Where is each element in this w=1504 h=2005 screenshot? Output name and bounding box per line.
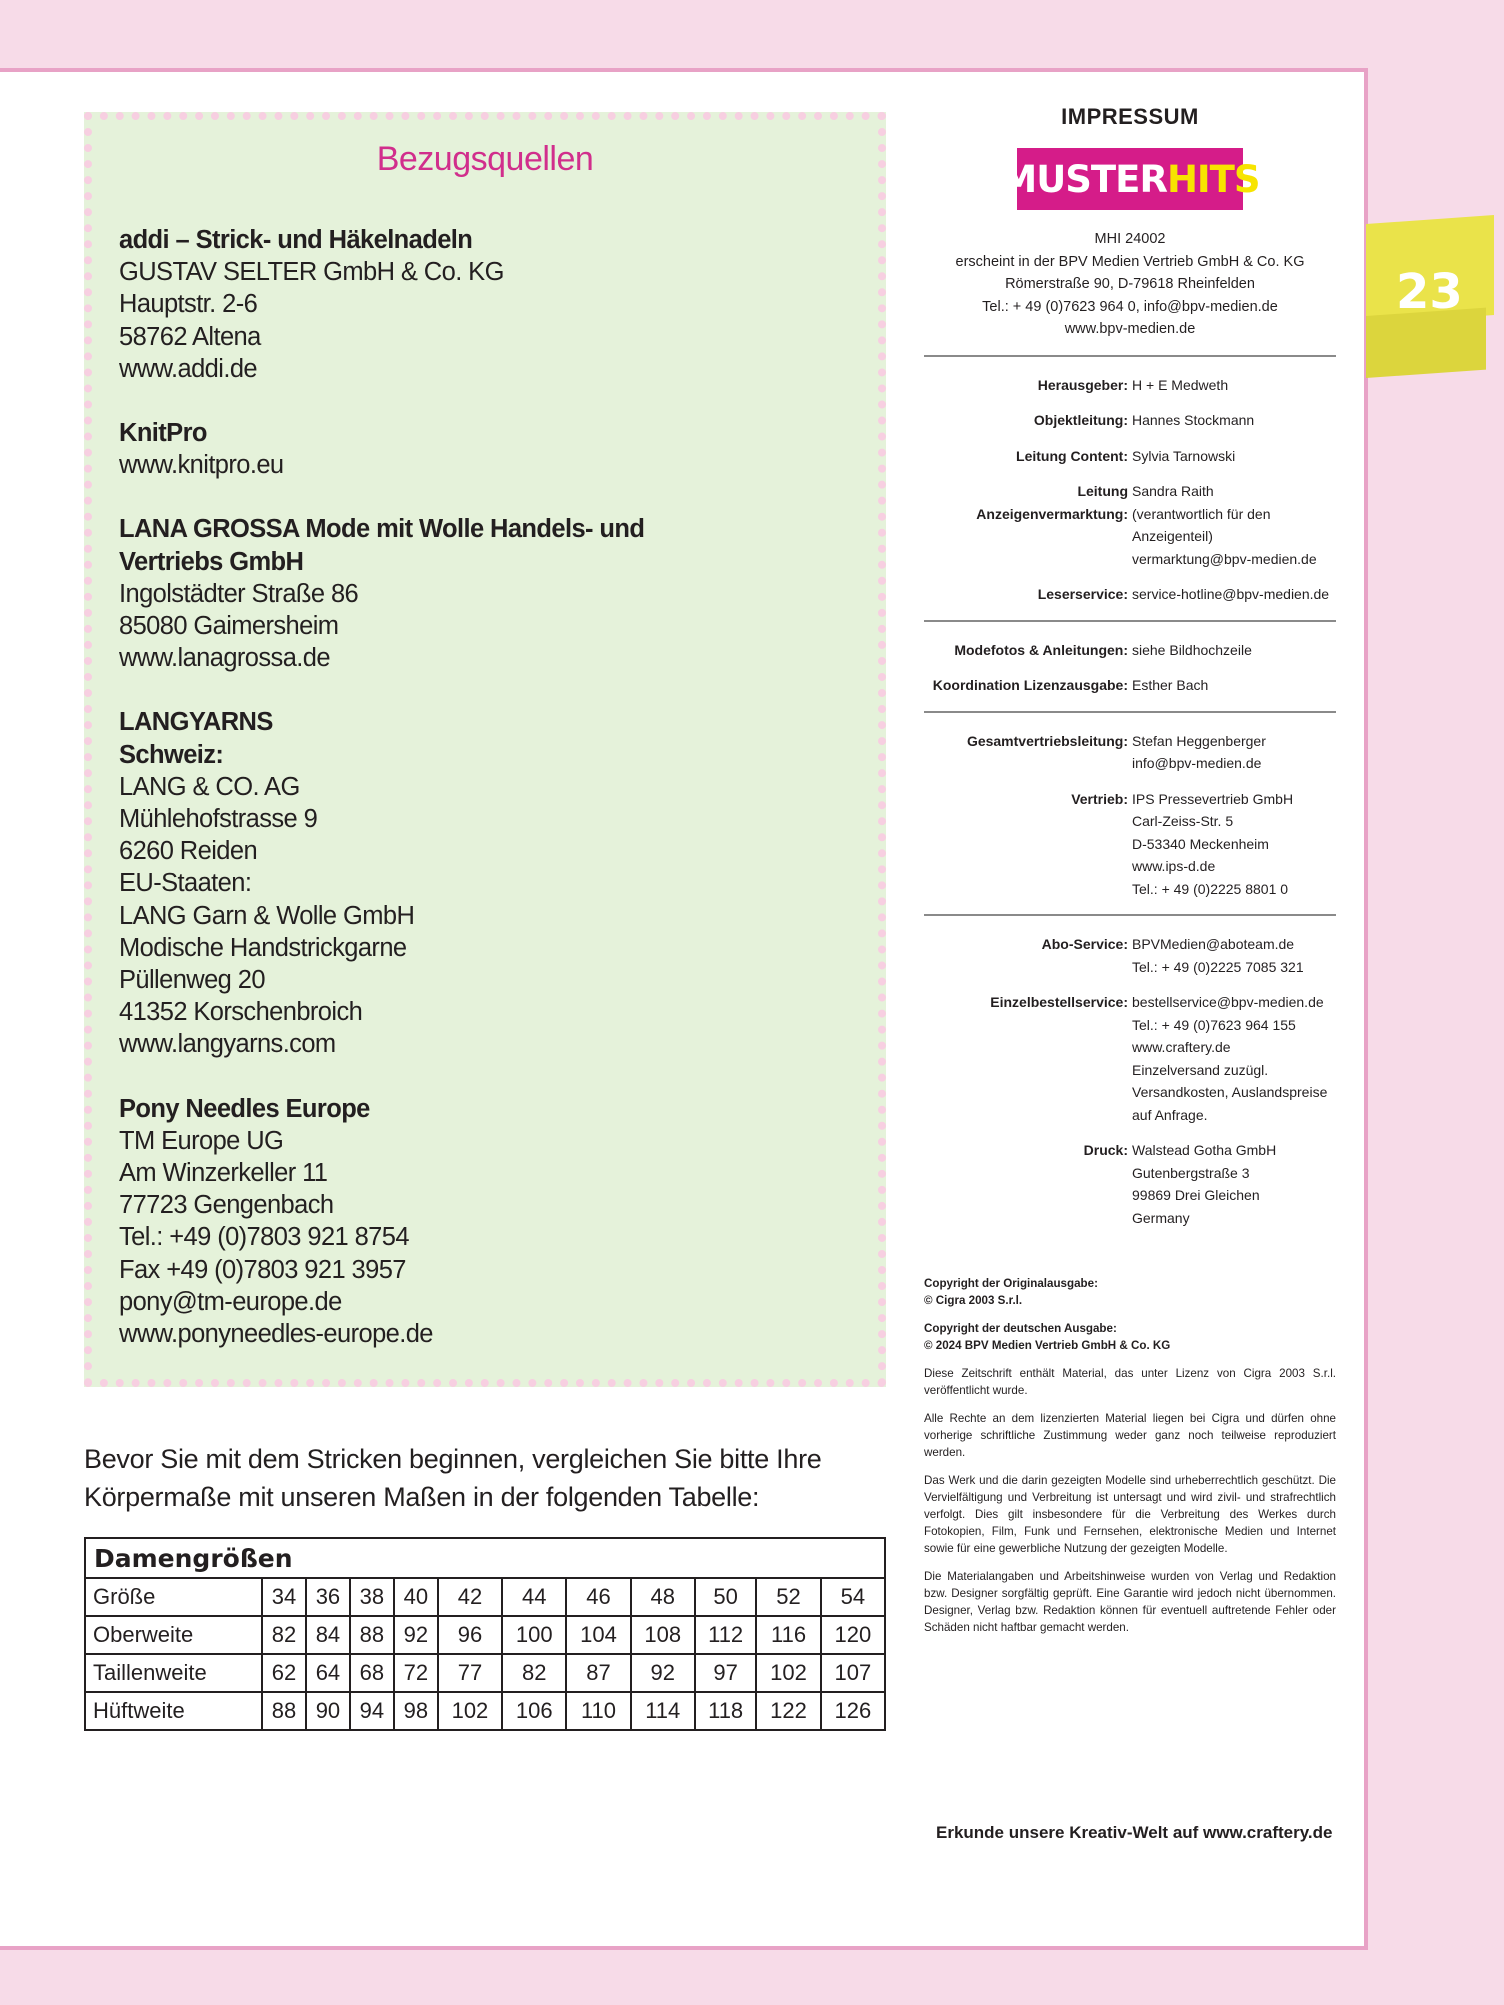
intro-line-1: Bevor Sie mit dem Stricken beginnen, vergleichen Sie bitte Ihre	[84, 1444, 822, 1474]
copyright-orig: © Cigra 2003 S.r.l.	[924, 1294, 1023, 1307]
row-label: Taillenweite	[85, 1654, 262, 1692]
impressum-value-line: siehe Bildhochzeile	[1132, 641, 1252, 658]
impressum-value-line: www.craftery.de	[1132, 1039, 1231, 1055]
table-cell: 114	[631, 1692, 695, 1730]
source-line: Püllenweg 20	[119, 966, 265, 995]
table-cell: 100	[502, 1616, 566, 1654]
logo-text-muster: MUSTER	[1000, 157, 1167, 201]
table-row	[85, 1692, 885, 1730]
source-line: Modische Handstrickgarne	[119, 933, 407, 962]
impressum-key: Leitung Anzeigenvermarktung:	[976, 483, 1128, 522]
table-row	[85, 1578, 885, 1616]
source-line: Hauptstr. 2-6	[119, 290, 258, 319]
table-cell: 46	[566, 1578, 630, 1616]
table-cell: 97	[695, 1654, 757, 1692]
impressum-value-line: Hannes Stockmann	[1132, 412, 1255, 428]
impressum-value-line: Tel.: + 49 (0)2225 8801 0	[1132, 880, 1289, 897]
intro-text	[84, 1440, 904, 1516]
source-name: LANGYARNS	[119, 708, 273, 737]
source-entry	[119, 1093, 644, 1351]
row-label: Oberweite	[85, 1616, 262, 1654]
source-line: EU-Staaten:	[119, 869, 252, 898]
source-line: TM Europe UG	[119, 1126, 284, 1155]
impressum-key: Objektleitung:	[1033, 412, 1128, 428]
source-entry	[119, 706, 644, 1060]
publisher-line: MHI 24002	[1094, 231, 1166, 247]
table-cell: 107	[821, 1654, 885, 1692]
impressum-value-line: info@bpv-medien.de	[1132, 755, 1262, 771]
impressum-key: Leserservice:	[1037, 586, 1128, 602]
impressum-group-services	[924, 916, 1336, 1229]
table-cell: 88	[262, 1692, 306, 1730]
table-cell: 54	[821, 1578, 885, 1616]
impressum-value-line: BPVMedien@aboteam.de	[1132, 936, 1295, 952]
impressum-row	[924, 933, 1336, 978]
impressum-value-line: Germany	[1132, 1209, 1190, 1226]
source-line: 6260 Reiden	[119, 837, 258, 866]
impressum-key: Leitung Content:	[1016, 447, 1128, 464]
table-cell: 44	[502, 1578, 566, 1616]
table-cell: 50	[695, 1578, 757, 1616]
impressum-row	[924, 788, 1336, 901]
impressum-title: IMPRESSUM	[1061, 104, 1199, 129]
table-cell: 104	[566, 1616, 630, 1654]
legal-paragraph: Diese Zeitschrift enthält Material, das unter Lizenz von Cigra 2003 S.r.l. veröffentlicht wurde.	[924, 1367, 1336, 1397]
table-cell: 68	[350, 1654, 394, 1692]
table-cell: 112	[695, 1616, 757, 1654]
impressum-key: Abo-Service:	[1041, 936, 1128, 952]
impressum-value	[1132, 445, 1336, 468]
impressum-value	[1132, 480, 1336, 570]
publisher-line: erscheint in der BPV Medien Vertrieb GmbH & Co. KG	[955, 253, 1305, 270]
publisher-line: www.bpv-medien.de	[1064, 321, 1196, 337]
source-line: Am Winzerkeller 11	[119, 1159, 328, 1188]
impressum-value-line: D-53340 Meckenheim	[1132, 835, 1269, 852]
impressum-value	[1132, 788, 1336, 901]
table-cell: 48	[631, 1578, 695, 1616]
impressum-value-line: Anzeigenteil)	[1132, 528, 1213, 544]
table-cell: 62	[262, 1654, 306, 1692]
table-cell: 116	[756, 1616, 820, 1654]
source-name: Pony Needles Europe	[119, 1094, 370, 1123]
impressum-value-line: Tel.: + 49 (0)2225 7085 321	[1132, 958, 1304, 975]
impressum-value-line: Versandkosten, Auslandspreise	[1132, 1084, 1328, 1100]
impressum-row	[924, 991, 1336, 1126]
copyright-block	[924, 1275, 1336, 1636]
table-cell: 108	[631, 1616, 695, 1654]
row-label: Größe	[85, 1578, 262, 1616]
impressum-value-line: H + E Medweth	[1132, 376, 1229, 393]
table-cell: 126	[821, 1692, 885, 1730]
table-cell: 64	[306, 1654, 350, 1692]
impressum-value-line: www.ips-d.de	[1132, 858, 1216, 874]
impressum-value-line: 99869 Drei Gleichen	[1132, 1187, 1260, 1203]
logo-text-hits: HITS	[1166, 157, 1260, 201]
source-line: LANG Garn & Wolle GmbH	[119, 901, 415, 930]
source-line: www.lanagrossa.de	[119, 644, 330, 673]
table-cell: 122	[756, 1692, 820, 1730]
impressum-value	[1132, 409, 1336, 432]
table-cell: 98	[394, 1692, 438, 1730]
impressum-value	[1132, 583, 1336, 606]
table-cell: 106	[502, 1692, 566, 1730]
source-line: www.addi.de	[119, 354, 257, 383]
table-row	[85, 1616, 885, 1654]
copyright-orig-label: Copyright der Originalausgabe:	[924, 1277, 1098, 1290]
impressum-value-line: (verantwortlich für den	[1132, 505, 1271, 522]
impressum-group-coordination	[924, 622, 1336, 711]
impressum-value	[1132, 674, 1336, 697]
source-name: Vertriebs GmbH	[119, 547, 304, 576]
page-number: 23	[1396, 264, 1463, 320]
publisher-line: Tel.: + 49 (0)7623 964 0, info@bpv-medien.de	[982, 298, 1278, 315]
source-line: GUSTAV SELTER GmbH & Co. KG	[119, 258, 504, 287]
source-name: LANA GROSSA Mode mit Wolle Handels- und	[119, 515, 645, 544]
table-cell: 77	[438, 1654, 502, 1692]
impressum-row	[924, 730, 1336, 775]
table-cell: 82	[502, 1654, 566, 1692]
table-cell: 102	[756, 1654, 820, 1692]
impressum-value-line: Stefan Heggenberger	[1132, 732, 1266, 749]
table-cell: 40	[394, 1578, 438, 1616]
impressum-value	[1132, 1139, 1336, 1229]
publisher-info	[924, 228, 1336, 341]
legal-paragraphs	[924, 1365, 1336, 1636]
impressum-row	[924, 674, 1336, 697]
source-line: www.ponyneedles-europe.de	[119, 1320, 433, 1349]
impressum-value-line: Gutenbergstraße 3	[1132, 1164, 1250, 1181]
impressum-value-line: IPS Pressevertrieb GmbH	[1132, 790, 1294, 807]
source-entry	[119, 513, 644, 674]
source-line: 85080 Gaimersheim	[119, 612, 339, 641]
table-cell: 52	[756, 1578, 820, 1616]
copyright-de-label: Copyright der deutschen Ausgabe:	[924, 1322, 1117, 1335]
table-cell: 87	[566, 1654, 630, 1692]
source-line: Mühlehofstrasse 9	[119, 805, 318, 834]
impressum-row	[924, 445, 1336, 468]
impressum-key: Druck:	[1083, 1142, 1128, 1158]
impressum-group-staff	[924, 357, 1336, 620]
impressum-row	[924, 480, 1336, 570]
table-cell: 110	[566, 1692, 630, 1730]
copyright-de: © 2024 BPV Medien Vertrieb GmbH & Co. KG	[924, 1339, 1171, 1352]
source-entry	[119, 224, 644, 385]
source-line: www.knitpro.eu	[119, 451, 284, 480]
size-table	[84, 1537, 886, 1731]
table-cell: 42	[438, 1578, 502, 1616]
table-cell: 102	[438, 1692, 502, 1730]
impressum-value-line: auf Anfrage.	[1132, 1106, 1208, 1123]
footer-link-text: Erkunde unsere Kreativ-Welt auf www.craftery.de	[936, 1823, 1333, 1842]
source-line: www.langyarns.com	[119, 1030, 336, 1059]
source-entry	[119, 417, 644, 481]
table-cell: 72	[394, 1654, 438, 1692]
impressum-value-line: vermarktung@bpv-medien.de	[1132, 550, 1317, 567]
intro-line-2: Körpermaße mit unseren Maßen in der folgenden Tabelle:	[84, 1482, 760, 1512]
source-line: LANG & CO. AG	[119, 772, 300, 801]
source-line: Tel.: +49 (0)7803 921 8754	[119, 1223, 409, 1252]
source-line: 41352 Korschenbroich	[119, 998, 363, 1027]
legal-paragraph: Die Materialangaben und Arbeitshinweise wurden von Verlag und Redaktion bzw. Designer sorgfältig geprüft. Eine Garantie wird jedoch nicht übernommen. Designer, Verlag bzw. Redaktion können für eventuell auftretende Fehler oder Schäden nicht haftbar gemacht werden.	[924, 1570, 1336, 1634]
impressum-key: Gesamtvertriebsleitung:	[966, 732, 1128, 749]
impressum-value-line: Esther Bach	[1132, 677, 1209, 693]
impressum-key: Koordination Lizenzausgabe:	[932, 677, 1128, 693]
impressum-value-line: Sandra Raith	[1132, 483, 1214, 499]
sources-title: Bezugsquellen	[376, 140, 594, 178]
impressum-value	[1132, 933, 1336, 978]
impressum	[924, 104, 1336, 1647]
table-cell: 84	[306, 1616, 350, 1654]
table-cell: 92	[631, 1654, 695, 1692]
page-number-tab	[1366, 224, 1494, 396]
table-cell: 94	[350, 1692, 394, 1730]
impressum-value	[1132, 991, 1336, 1126]
impressum-key: Herausgeber:	[1037, 376, 1128, 393]
table-cell: 38	[350, 1578, 394, 1616]
impressum-value-line: Walstead Gotha GmbH	[1132, 1142, 1277, 1158]
musterhits-logo	[1000, 148, 1260, 210]
table-cell: 118	[695, 1692, 757, 1730]
legal-paragraph: Das Werk und die darin gezeigten Modelle sind urheberrechtlich geschützt. Die Vervielfältigung und Verbreitung ist untersagt und wird zivil- und strafrechtlich verfolgt. Dies gilt insbesondere für die Verbreitung des Werkes durch Fotokopien, Film, Funk und Fernsehen, elektronische Medien und Internet sowie für eine gewerbliche Nutzung der gezeigten Modelle.	[924, 1474, 1336, 1555]
publisher-line: Römerstraße 90, D-79618 Rheinfelden	[1005, 276, 1255, 292]
impressum-value-line: Carl-Zeiss-Str. 5	[1132, 813, 1234, 829]
impressum-key: Einzelbestellservice:	[990, 994, 1128, 1010]
impressum-value	[1132, 374, 1336, 397]
source-line: Ingolstädter Straße 86	[119, 579, 359, 608]
impressum-value-line: Tel.: + 49 (0)7623 964 155	[1132, 1016, 1296, 1033]
impressum-row	[924, 583, 1336, 606]
impressum-row	[924, 409, 1336, 432]
sources-list	[119, 224, 644, 1382]
legal-paragraph: Alle Rechte an dem lizenzierten Material liegen bei Cigra und dürfen ohne vorherige schriftliche Zustimmung weder ganz noch teilweise reproduziert werden.	[924, 1412, 1336, 1459]
impressum-value-line: service-hotline@bpv-medien.de	[1132, 586, 1330, 602]
table-cell: 120	[821, 1616, 885, 1654]
table-cell: 96	[438, 1616, 502, 1654]
impressum-row	[924, 374, 1336, 397]
table-cell: 34	[262, 1578, 306, 1616]
table-cell: 90	[306, 1692, 350, 1730]
sources-box	[84, 112, 886, 1387]
size-table-title: Damengrößen	[85, 1538, 885, 1578]
source-line: pony@tm-europe.de	[119, 1287, 342, 1316]
impressum-row	[924, 1139, 1336, 1229]
impressum-key: Modefotos & Anleitungen:	[954, 641, 1128, 658]
impressum-row	[924, 639, 1336, 662]
source-name: KnitPro	[119, 419, 207, 448]
source-name: Schweiz:	[119, 740, 224, 769]
source-line: 77723 Gengenbach	[119, 1191, 334, 1220]
table-cell: 36	[306, 1578, 350, 1616]
source-name: addi – Strick- und Häkelnadeln	[119, 226, 473, 254]
source-line: 58762 Altena	[119, 322, 261, 351]
impressum-value	[1132, 639, 1336, 662]
table-cell: 92	[394, 1616, 438, 1654]
impressum-value-line: Sylvia Tarnowski	[1132, 447, 1236, 464]
table-cell: 82	[262, 1616, 306, 1654]
impressum-value	[1132, 730, 1336, 775]
table-cell: 88	[350, 1616, 394, 1654]
table-row	[85, 1654, 885, 1692]
impressum-value-line: Einzelversand zuzügl.	[1132, 1061, 1269, 1078]
row-label: Hüftweite	[85, 1692, 262, 1730]
impressum-group-distribution	[924, 713, 1336, 915]
impressum-value-line: bestellservice@bpv-medien.de	[1132, 994, 1324, 1010]
impressum-key: Vertrieb:	[1071, 790, 1128, 807]
source-line: Fax +49 (0)7803 921 3957	[119, 1255, 406, 1284]
